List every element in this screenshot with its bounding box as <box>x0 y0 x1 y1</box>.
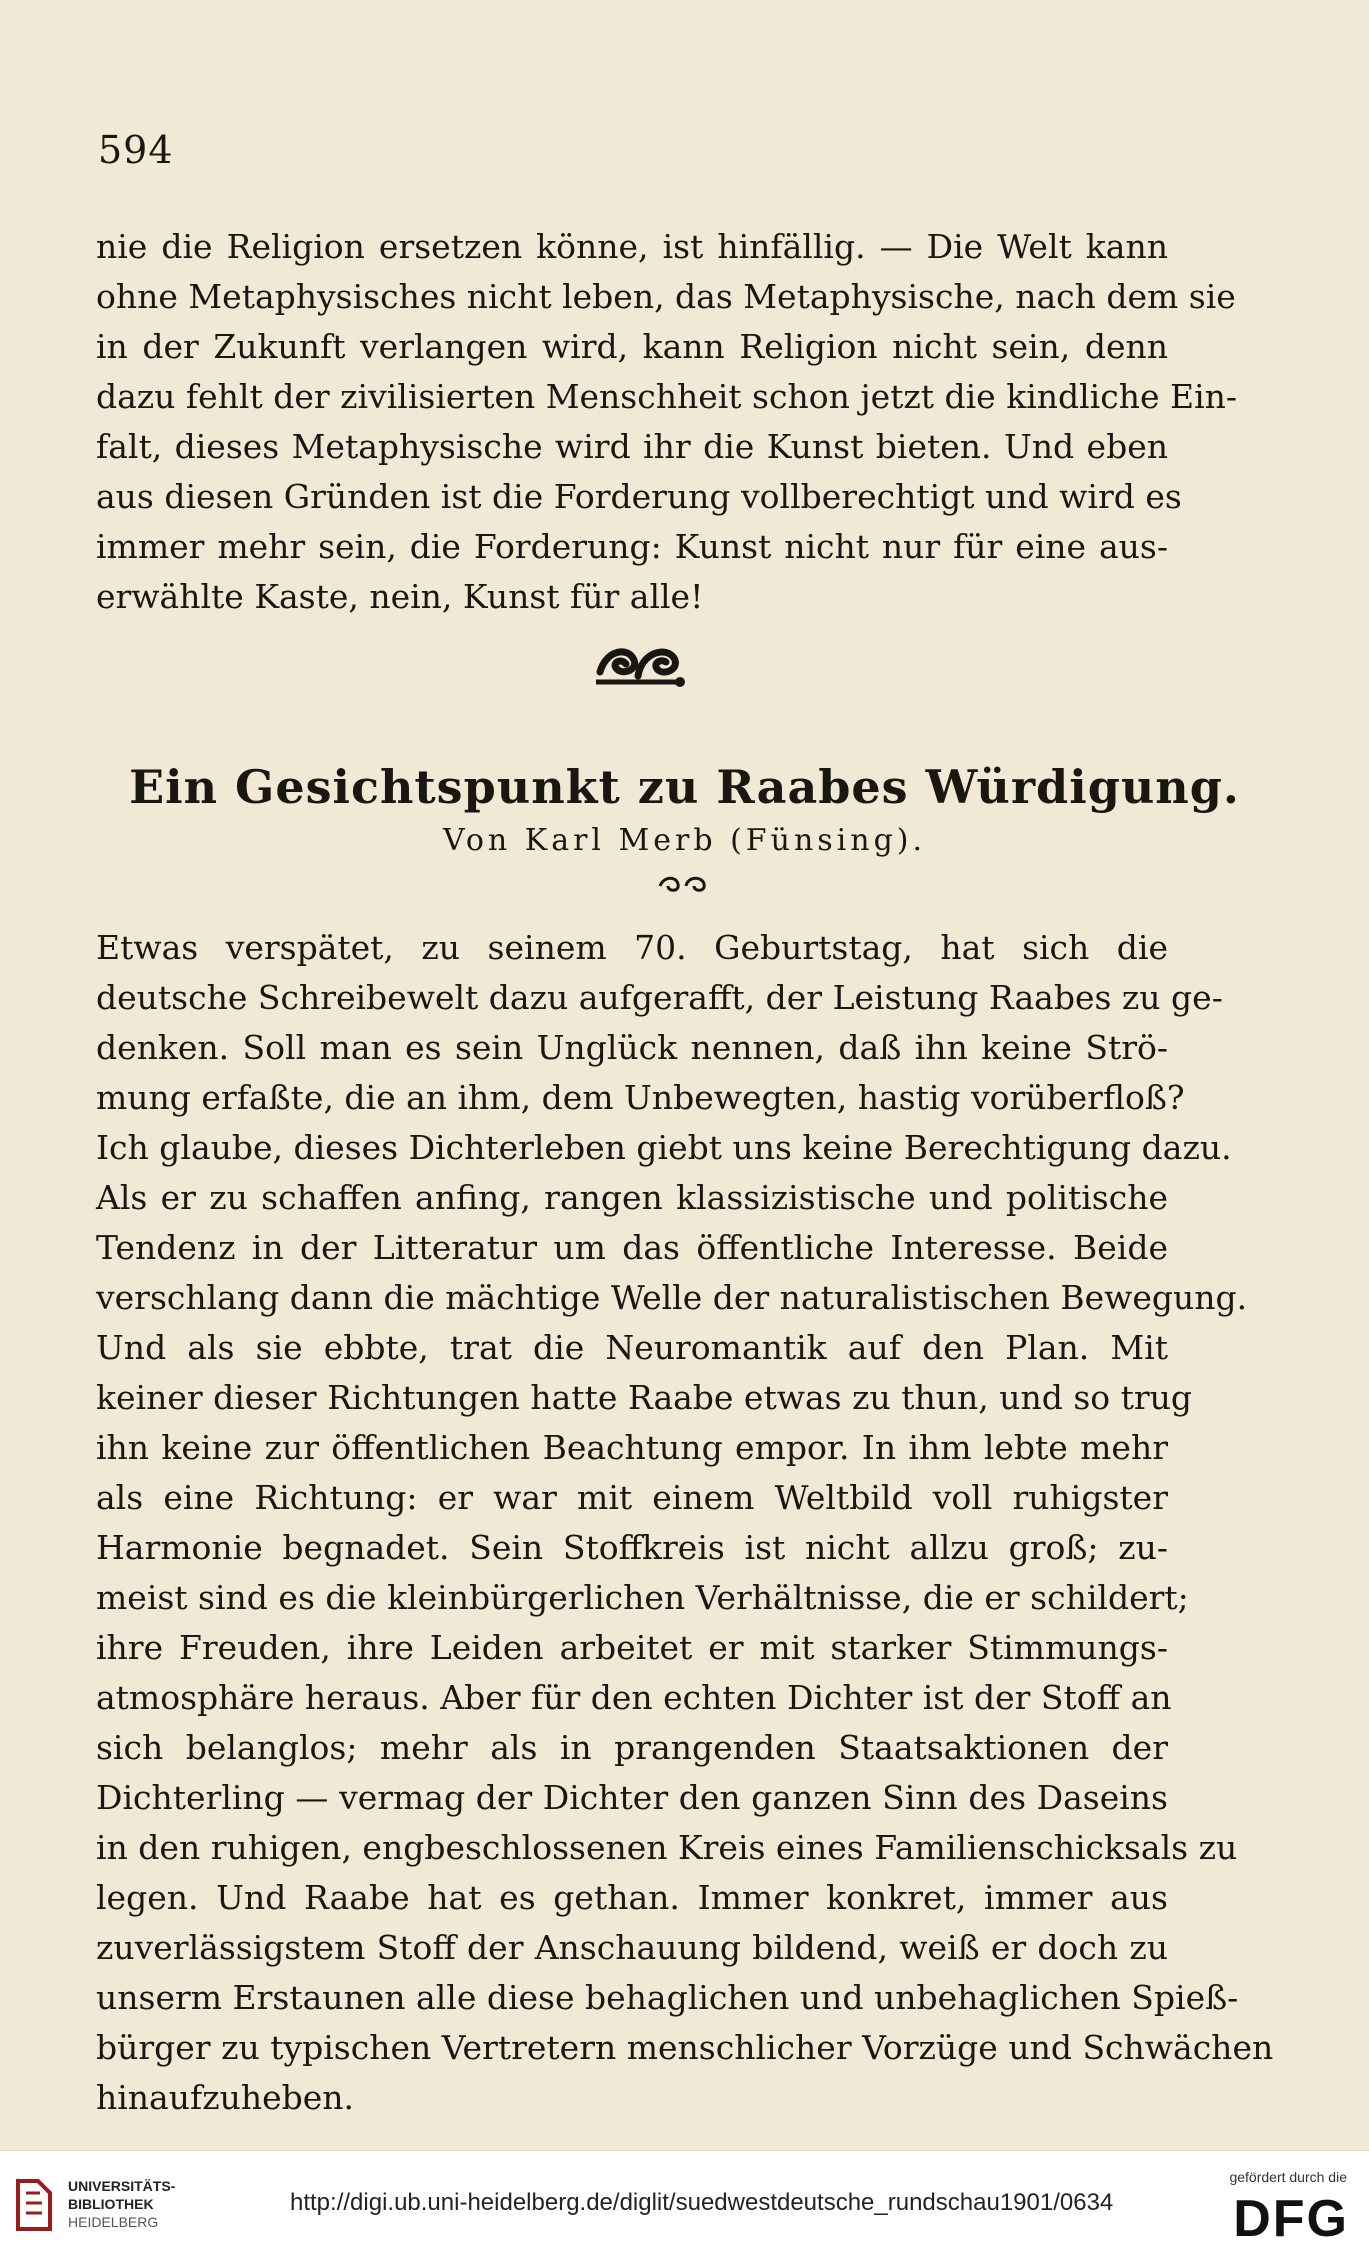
small-ornament <box>656 872 710 896</box>
library-logo-icon <box>12 2175 58 2235</box>
text-line: deutsche Schreibewelt dazu aufgerafft, der Leistung Raabes zu ge- <box>96 978 1223 1017</box>
fleuron-ornament <box>592 636 688 692</box>
text-line: denken. Soll man es sein Unglück nennen, daß ihn keine Strö- <box>96 1028 1168 1067</box>
text-line: hinaufzuheben. <box>96 2078 355 2117</box>
text-line: ihn keine zur öffentlichen Beachtung empor. In ihm lebte mehr <box>96 1428 1168 1467</box>
library-name-line-2: BIBLIOTHEK <box>68 2196 154 2212</box>
text-line: Ich glaube, dieses Dichterleben giebt uns keine Berechtigung dazu. <box>96 1128 1232 1167</box>
digitization-footer <box>0 2150 1369 2257</box>
text-line: meist sind es die kleinbürgerlichen Verhältnisse, die er schildert; <box>96 1578 1189 1617</box>
source-url[interactable]: http://digi.ub.uni-heidelberg.de/diglit/suedwestdeutsche_rundschau1901/0634 <box>290 2189 1114 2216</box>
library-name <box>68 2177 175 2231</box>
text-line: atmosphäre heraus. Aber für den echten Dichter ist der Stoff an <box>96 1678 1172 1717</box>
text-line: Harmonie begnadet. Sein Stoffkreis ist nicht allzu groß; zu- <box>96 1528 1168 1567</box>
article-title: Ein Gesichtspunkt zu Raabes Würdigung. <box>129 760 1240 814</box>
text-line: unserm Erstaunen alle diese behaglichen und unbehaglichen Spieß- <box>96 1978 1239 2017</box>
text-line: mung erfaßte, die an ihm, dem Unbewegten, hastig vorüberfloß? <box>96 1078 1185 1117</box>
text-line: in der Zukunft verlangen wird, kann Religion nicht sein, denn <box>96 327 1168 366</box>
text-line: Etwas verspätet, zu seinem 70. Geburtstag, hat sich die <box>96 928 1168 967</box>
text-line: Und als sie ebbte, trat die Neuromantik auf den Plan. Mit <box>96 1328 1168 1367</box>
text-line: bürger zu typischen Vertretern menschlicher Vorzüge und Schwächen <box>96 2028 1274 2067</box>
text-line: falt, dieses Metaphysische wird ihr die Kunst bieten. Und eben <box>96 427 1168 466</box>
text-line: keiner dieser Richtungen hatte Raabe etwas zu thun, und so trug <box>96 1378 1193 1417</box>
text-line: sich belanglos; mehr als in prangenden Staatsaktionen der <box>96 1728 1168 1767</box>
text-line: Als er zu schaffen anfing, rangen klassizistische und politische <box>96 1178 1168 1217</box>
article-byline: Von Karl Merb (Fünsing). <box>442 823 927 858</box>
paragraph-2 <box>96 923 1274 2123</box>
text-line: Dichterling — vermag der Dichter den ganzen Sinn des Daseins <box>96 1778 1168 1817</box>
text-line: aus diesen Gründen ist die Forderung vollberechtigt und wird es <box>96 477 1182 516</box>
text-line: verschlang dann die mächtige Welle der naturalistischen Bewegung. <box>96 1278 1248 1317</box>
paragraph-1 <box>96 222 1238 622</box>
text-line: legen. Und Raabe hat es gethan. Immer konkret, immer aus <box>96 1878 1168 1917</box>
text-line: ohne Metaphysisches nicht leben, das Metaphysische, nach dem sie <box>96 277 1236 316</box>
page-number: 594 <box>98 128 174 172</box>
library-name-line-3: HEIDELBERG <box>68 2214 159 2230</box>
text-line: in den ruhigen, engbeschlossenen Kreis eines Familienschicksals zu <box>96 1828 1238 1867</box>
text-line: ihre Freuden, ihre Leiden arbeitet er mit starker Stimmungs- <box>96 1628 1168 1667</box>
text-line: erwählte Kaste, nein, Kunst für alle! <box>96 577 704 616</box>
text-line: nie die Religion ersetzen könne, ist hinfällig. — Die Welt kann <box>96 227 1168 266</box>
text-line: als eine Richtung: er war mit einem Weltbild voll ruhigster <box>96 1478 1168 1517</box>
text-line: dazu fehlt der zivilisierten Menschheit schon jetzt die kindliche Ein- <box>96 377 1238 416</box>
library-name-line-1: UNIVERSITÄTS- <box>68 2178 176 2194</box>
text-line: Tendenz in der Litteratur um das öffentliche Interesse. Beide <box>96 1228 1168 1267</box>
dfg-logo: DFG <box>1233 2190 1349 2248</box>
text-line: zuverlässigstem Stoff der Anschauung bildend, weiß er doch zu <box>96 1928 1168 1967</box>
funded-by-label: gefördert durch die <box>1229 2169 1347 2185</box>
text-line: immer mehr sein, die Forderung: Kunst nicht nur für eine aus- <box>96 527 1168 566</box>
